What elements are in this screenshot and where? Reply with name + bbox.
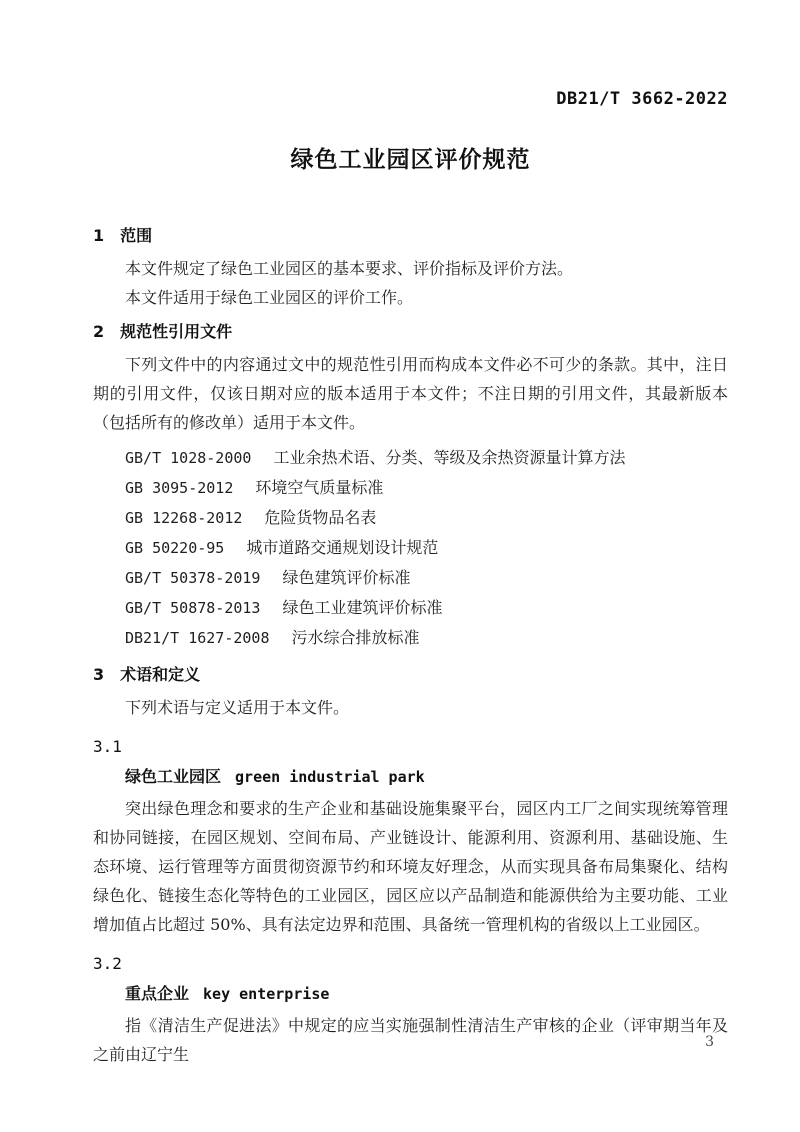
section-references-heading [93, 320, 728, 344]
section-number: 1 [93, 226, 105, 245]
section-number: 2 [93, 322, 105, 341]
reference-title: 绿色建筑评价标准 [282, 568, 411, 587]
reference-title: 危险货物品名表 [264, 508, 377, 527]
reference-item [93, 473, 728, 503]
document-title: 绿色工业园区评价规范 [290, 147, 531, 173]
reference-code: GB 3095-2012 [125, 479, 234, 497]
term-definition: 指《清洁生产促进法》中规定的应当实施强制性清洁生产审核的企业（评审期当年及之前由辽宁生 [93, 1016, 728, 1064]
page-number: 3 [705, 1034, 714, 1050]
scope-paragraph-2: 本文件适用于绿色工业园区的评价工作。 [125, 288, 414, 307]
reference-code: DB21/T 1627-2008 [125, 629, 270, 647]
section-title: 术语和定义 [120, 665, 201, 684]
term-name-en: key enterprise [203, 985, 330, 1003]
section-title: 范围 [120, 226, 153, 245]
section-terms-heading [93, 663, 728, 687]
reference-code: GB/T 1028-2000 [125, 449, 252, 467]
reference-code: GB/T 50378-2019 [125, 569, 261, 587]
reference-item [93, 443, 728, 473]
reference-title: 工业余热术语、分类、等级及余热资源量计算方法 [273, 448, 626, 467]
section-title: 规范性引用文件 [120, 322, 233, 341]
section-number: 3 [93, 665, 105, 684]
reference-item [93, 593, 728, 623]
term-name-en: green industrial park [235, 768, 425, 786]
scope-paragraph-1: 本文件规定了绿色工业园区的基本要求、评价指标及评价方法。 [125, 259, 574, 278]
document-code: DB21/T 3662-2022 [556, 89, 728, 109]
term-heading [93, 983, 728, 1005]
reference-item [93, 563, 728, 593]
reference-title: 绿色工业建筑评价标准 [282, 598, 443, 617]
terms-intro: 下列术语与定义适用于本文件。 [125, 698, 350, 717]
section-scope-heading [93, 224, 728, 248]
references-list [93, 443, 728, 653]
reference-item [93, 533, 728, 563]
reference-title: 环境空气质量标准 [255, 478, 384, 497]
term-name-zh: 重点企业 [125, 984, 190, 1003]
term-definition: 突出绿色理念和要求的生产企业和基础设施集聚平台，园区内工厂之间实现统筹管理和协同链接，在园区规划、空间布局、产业链设计、能源利用、资源利用、基础设施、生态环境、运行管理等方面贯彻资源节约和环境友好理念，从而实现具备布局集聚化、结构绿色化、链接生态化等特色的工业园区，园区应以产品制造和能源供给为主要功能、工业增加值占比超过 50%、具有法定边界和范围、具备统一管理机构的省级以上工业园区。 [93, 799, 728, 934]
references-intro: 下列文件中的内容通过文中的规范性引用而构成本文件必不可少的条款。其中，注日期的引用文件，仅该日期对应的版本适用于本文件；不注日期的引用文件，其最新版本（包括所有的修改单）适用于本文件。 [93, 355, 728, 432]
reference-item [93, 623, 728, 653]
term-heading [93, 766, 728, 788]
reference-code: GB 12268-2012 [125, 509, 243, 527]
term-number: 3.2 [93, 954, 122, 973]
term-name-zh: 绿色工业园区 [125, 767, 222, 786]
reference-code: GB 50220-95 [125, 539, 225, 557]
reference-title: 污水综合排放标准 [291, 628, 420, 647]
reference-code: GB/T 50878-2013 [125, 599, 261, 617]
term-number: 3.1 [93, 737, 122, 756]
reference-title: 城市道路交通规划设计规范 [246, 538, 439, 557]
reference-item [93, 503, 728, 533]
